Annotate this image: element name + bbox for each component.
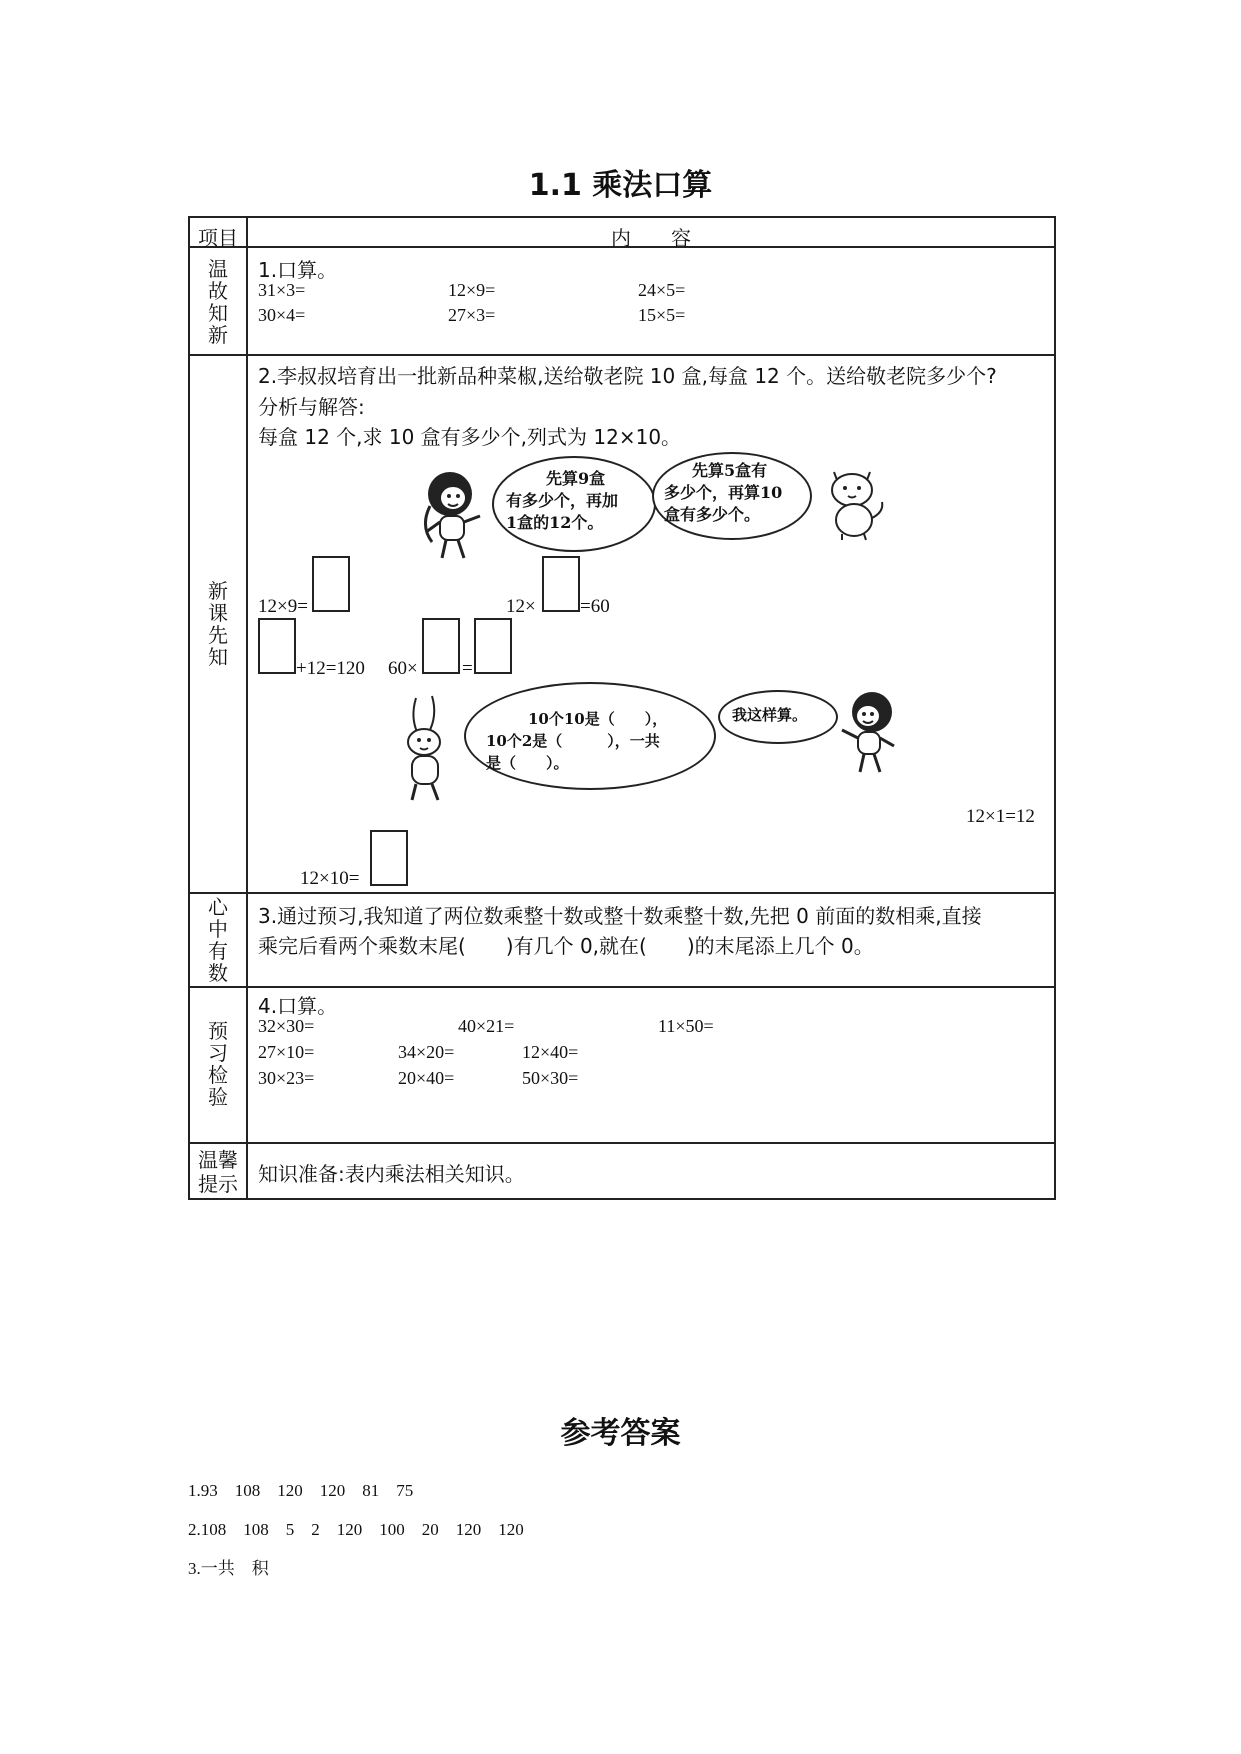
answer-box[interactable]	[422, 618, 460, 674]
eq-plus12: +12=120	[296, 658, 365, 679]
q1-heading: 1.口算。	[258, 258, 338, 282]
answer-line: 1.93 108 120 120 81 75	[188, 1481, 414, 1500]
answer-box[interactable]	[370, 830, 408, 886]
q1-item: 27×3=	[448, 305, 496, 325]
q4-item: 34×20=	[398, 1042, 455, 1062]
page-title: 1.1 乘法口算	[528, 168, 713, 203]
answers-title: 参考答案	[560, 1416, 681, 1451]
table-column-divider	[246, 216, 248, 1200]
category-preview-check: 预习检验	[208, 1019, 228, 1109]
bunny-illustration	[398, 694, 458, 804]
answer-line: 3.一共 积	[188, 1559, 269, 1578]
category-summary: 心中有数	[208, 895, 228, 985]
bubble-text: 我这样算。	[732, 706, 808, 724]
monkey-illustration	[836, 686, 902, 776]
q3-line1: 3.通过预习,我知道了两位数乘整十数或整十数乘整十数,先把 0 前面的数相乘,直接	[258, 904, 982, 928]
q4-item: 20×40=	[398, 1068, 455, 1088]
eq-12x-pre: 12×	[506, 596, 536, 617]
table-row-divider	[188, 1142, 1056, 1144]
q3-line2: 乘完后看两个乘数末尾( )有几个 0,就在( )的末尾添上几个 0。	[258, 934, 874, 958]
q1-item: 15×5=	[638, 305, 686, 325]
q1-item: 24×5=	[638, 280, 686, 300]
answer-box[interactable]	[542, 556, 580, 612]
table-row-divider	[188, 354, 1056, 356]
q4-item: 30×23=	[258, 1068, 315, 1088]
q4-item: 27×10=	[258, 1042, 315, 1062]
q1-item: 12×9=	[448, 280, 496, 300]
answer-box[interactable]	[258, 618, 296, 674]
eq-12x1: 12×1=12	[966, 806, 1035, 827]
q1-item: 31×3=	[258, 280, 306, 300]
category-review: 温故知新	[208, 257, 228, 347]
bubble-text: 10个10是（ ）， 10个2是（ ），一共 是（ ）。	[486, 710, 668, 772]
table-row-divider	[188, 986, 1056, 988]
bubble-text: 先算9盒 有多少个，再加 1盒的12个。	[506, 469, 619, 532]
tip-text: 知识准备:表内乘法相关知识。	[258, 1162, 525, 1186]
eq-12x-post: =60	[580, 596, 610, 617]
q4-item: 12×40=	[522, 1042, 579, 1062]
eq-60x-pre: 60×	[388, 658, 418, 679]
eq-12x9: 12×9=	[258, 596, 308, 617]
monkey-illustration	[420, 466, 490, 562]
answer-line: 2.108 108 5 2 120 100 20 120 120	[188, 1520, 524, 1539]
eq-equals: =	[462, 658, 473, 679]
q4-item: 11×50=	[658, 1016, 714, 1036]
q4-item: 40×21=	[458, 1016, 515, 1036]
q2-analysis-text: 每盒 12 个,求 10 盒有多少个,列式为 12×10。	[258, 425, 682, 449]
header-content: 内 容	[611, 226, 691, 250]
q4-heading: 4.口算。	[258, 994, 338, 1018]
bubble-text: 先算5盒有 多少个，再算10 盒有多少个。	[664, 461, 783, 524]
category-new-lesson: 新课先知	[208, 579, 228, 669]
table-row-divider	[188, 892, 1056, 894]
header-item: 项目	[198, 226, 238, 250]
category-tip: 温馨提示	[198, 1148, 238, 1196]
eq-12x10: 12×10=	[300, 868, 360, 889]
cat-illustration	[820, 462, 888, 542]
answer-box[interactable]	[474, 618, 512, 674]
q2-analysis-label: 分析与解答:	[258, 395, 365, 419]
q4-item: 50×30=	[522, 1068, 579, 1088]
answer-box[interactable]	[312, 556, 350, 612]
q1-item: 30×4=	[258, 305, 306, 325]
q2-problem: 2.李叔叔培育出一批新品种菜椒,送给敬老院 10 盒,每盒 12 个。送给敬老院多少个?	[258, 364, 997, 388]
q4-item: 32×30=	[258, 1016, 315, 1036]
